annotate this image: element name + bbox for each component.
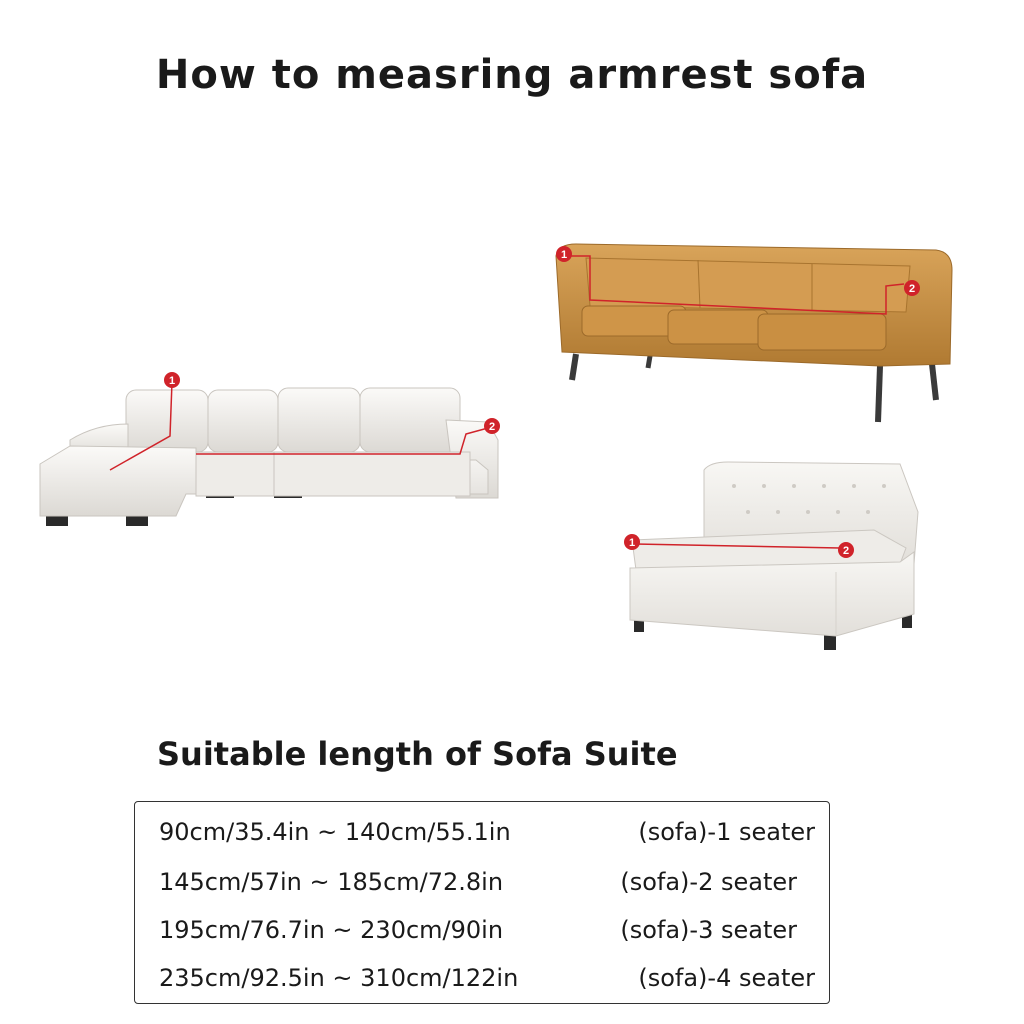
size-range: 235cm/92.5in ~ 310cm/122in [159,964,519,992]
size-range: 145cm/57in ~ 185cm/72.8in [159,868,504,896]
marker-end-label: 2 [908,283,916,295]
seater-label: (sofa)-3 seater [620,916,797,944]
marker-end-label: 2 [842,545,850,557]
marker-start-label: 1 [628,537,636,549]
size-row [159,916,815,956]
size-table-title: Suitable length of Sofa Suite [157,735,678,773]
sectional-sofa-image [36,360,512,536]
size-range: 195cm/76.7in ~ 230cm/90in [159,916,504,944]
size-range: 90cm/35.4in ~ 140cm/55.1in [159,818,511,846]
size-row [159,964,815,1004]
size-row [159,868,815,908]
size-table [134,801,830,1004]
leather-sofa-image [550,236,960,432]
marker-end-label: 2 [488,421,496,433]
marker-start-label: 1 [168,375,176,387]
armless-sofa-image [618,456,924,656]
marker-start-label: 1 [560,249,568,261]
seater-label: (sofa)-4 seater [638,964,815,992]
seater-label: (sofa)-1 seater [638,818,815,846]
size-row [159,818,815,858]
seater-label: (sofa)-2 seater [620,868,797,896]
page-title: How to measring armrest sofa [155,52,869,98]
